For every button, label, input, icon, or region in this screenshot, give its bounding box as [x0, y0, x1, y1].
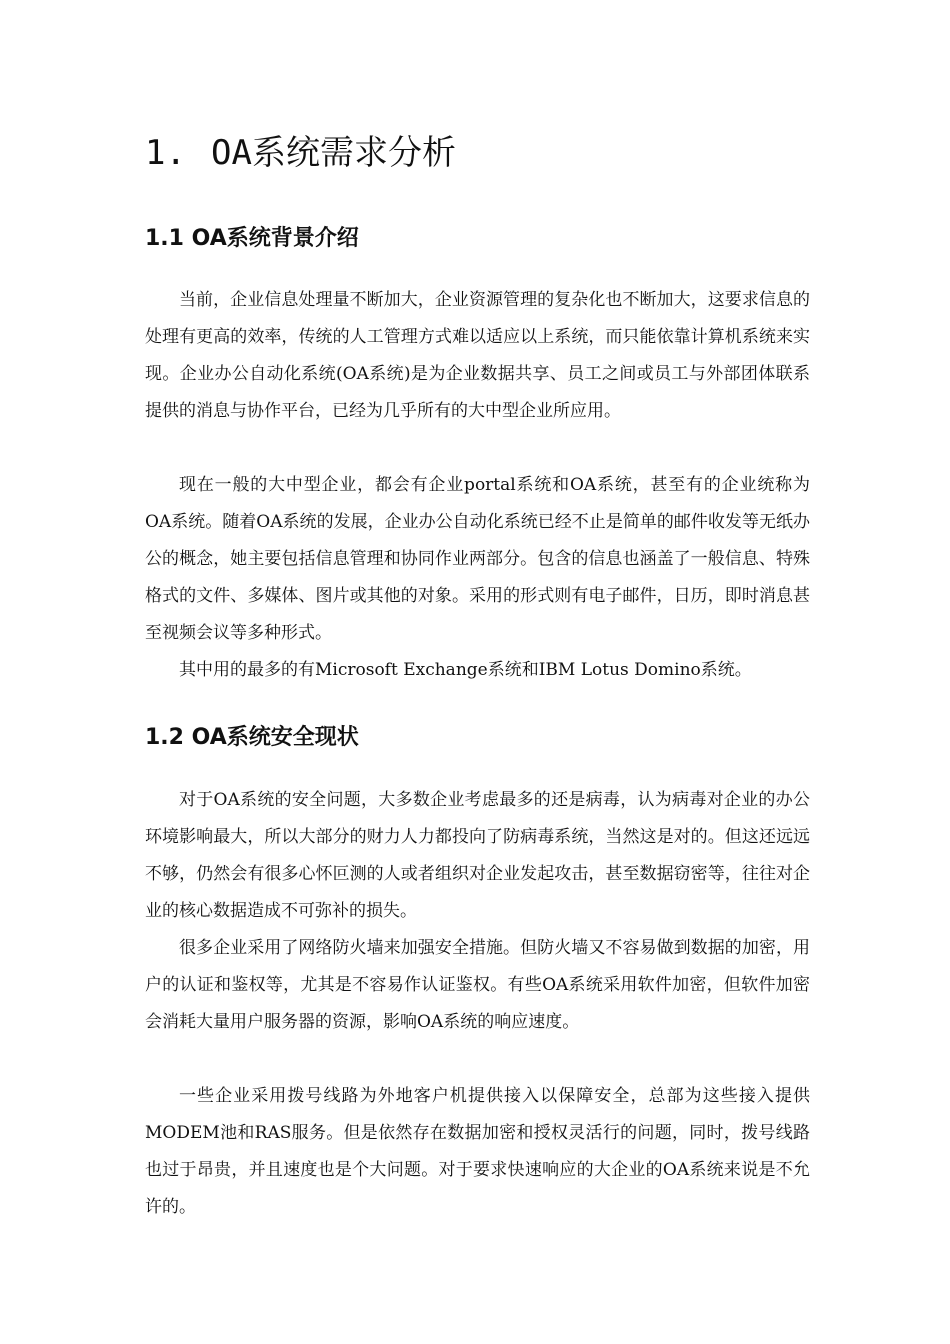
paragraph-background-1: 当前，企业信息处理量不断加大，企业资源管理的复杂化也不断加大，这要求信息的处理有更高的效率，传统的人工管理方式难以适应以上系统，而只能依靠计算机系统来实现。企业办公自动化系统(OA系统)是为企业数据共享、员工之间或员工与外部团体联系提供的消息与协作平台，已经为几乎所有的大中型企业所应用。: [145, 290, 810, 421]
paragraph-security-2: 很多企业采用了网络防火墙来加强安全措施。但防火墙又不容易做到数据的加密，用户的认证和鉴权等，尤其是不容易作认证鉴权。有些OA系统采用软件加密，但软件加密会消耗大量用户服务器的资源，影响OA系统的响应速度。: [145, 938, 810, 1032]
chapter-title: OA系统需求分析: [211, 133, 456, 173]
paragraph-background-3: 其中用的最多的有Microsoft Exchange系统和IBM Lotus Domino系统。: [179, 660, 752, 680]
paragraph-background-2: 现在一般的大中型企业，都会有企业portal系统和OA系统，甚至有的企业统称为OA系统。随着OA系统的发展，企业办公自动化系统已经不止是简单的邮件收发等无纸办公的概念，她主要包括信息管理和协同作业两部分。包含的信息也涵盖了一般信息、特殊格式的文件、多媒体、图片或其他的对象。采用的形式则有电子邮件，日历，即时消息甚至视频会议等多种形式。: [145, 475, 810, 643]
section-heading-1-2: 1.2 OA系统安全现状: [145, 725, 359, 750]
paragraph-security-1: 对于OA系统的安全问题，大多数企业考虑最多的还是病毒，认为病毒对企业的办公环境影响最大，所以大部分的财力人力都投向了防病毒系统，当然这是对的。但这还远远不够，仍然会有很多心怀叵测的人或者组织对企业发起攻击，甚至数据窃密等，往往对企业的核心数据造成不可弥补的损失。: [145, 790, 810, 921]
chapter-heading: [145, 128, 456, 178]
chapter-number: 1.: [145, 133, 186, 173]
section-heading-1-1: 1.1 OA系统背景介绍: [145, 226, 359, 251]
paragraph-security-3: 一些企业采用拨号线路为外地客户机提供接入以保障安全，总部为这些接入提供MODEM池和RAS服务。但是依然存在数据加密和授权灵活行的问题，同时，拨号线路也过于昂贵，并且速度也是个大问题。对于要求快速响应的大企业的OA系统来说是不允许的。: [145, 1086, 810, 1217]
